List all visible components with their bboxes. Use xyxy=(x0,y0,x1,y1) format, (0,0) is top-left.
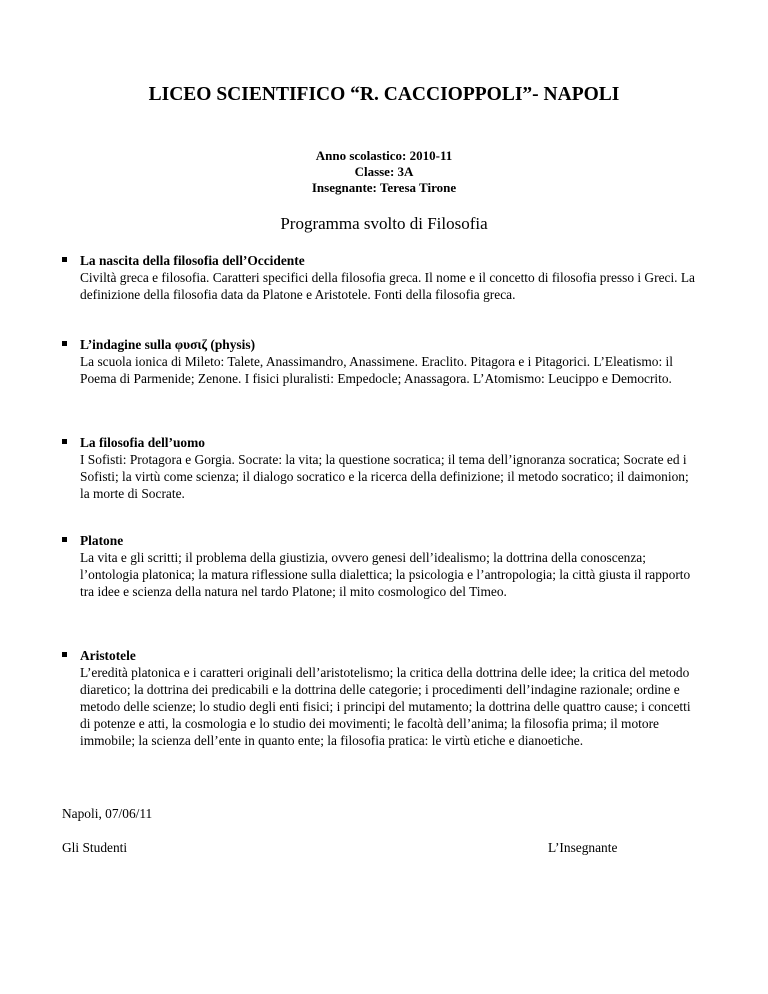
section-body: La scuola ionica di Mileto: Talete, Anassimandro, Anassimene. Eraclito. Pitagora e i Pitagorici. L’Eleatismo: il Poema di Parmenide; Zenone. I fisici pluralisti: Empedocle; Anassagora. L’Atomismo: Leucippo e Democrito. xyxy=(80,354,673,386)
section-title: La nascita della filosofia dell’Occidente xyxy=(80,253,305,268)
section-filosofia-uomo xyxy=(80,434,700,502)
bullet-icon xyxy=(62,439,67,444)
section-body: L’eredità platonica e i caratteri originali dell’aristotelismo; la critica della dottrina delle idee; la critica del metodo diaretico; la dottrina dei predicabili e la dottrina delle categorie; i procedimenti dell’indagine razionale; ordine e metodo delle scienze; lo studio degli enti fisici; i principi del mutamento; la dottrina delle quattro cause; i concetti di potenze e atti, la cosmologia e lo studio dei movimenti; le facoltà dell’anima; la filosofia prima; il motore immobile; la scienza dell’ente in quanto ente; la filosofia pratica: le virtù etiche e dianoetiche. xyxy=(80,665,691,748)
place-date: Napoli, 07/06/11 xyxy=(62,806,153,821)
bullet-icon xyxy=(62,257,67,262)
section-platone xyxy=(80,532,700,600)
section-body: I Sofisti: Protagora e Gorgia. Socrate: la vita; la questione socratica; il tema dell’ignoranza socratica; Socrate ed i Sofisti; la virtù come scienza; il dialogo socratico e la ricerca della definizione; il metodo socratico; il daimonion; la morte di Socrate. xyxy=(80,452,689,501)
section-body: La vita e gli scritti; il problema della giustizia, ovvero genesi dell’idealismo; la dottrina della conoscenza; l’ontologia platonica; la matura riflessione sulla dialettica; la psicologia e l’antropologia; la città giusta il rapporto tra idee e scienza della natura nel tardo Platone; il mito cosmologico del Timeo. xyxy=(80,550,691,599)
section-title: La filosofia dell’uomo xyxy=(80,435,205,450)
teacher-signature: L’Insegnante xyxy=(548,840,618,855)
class-label: Classe: 3A xyxy=(354,164,414,179)
section-title: Platone xyxy=(80,533,124,548)
school-title: LICEO SCIENTIFICO “R. CACCIOPPOLI”- NAPOLI xyxy=(148,84,620,105)
section-nascita-filosofia xyxy=(80,252,700,303)
program-title: Programma svolto di Filosofia xyxy=(280,214,488,233)
students-signature: Gli Studenti xyxy=(62,840,128,855)
section-title: L’indagine sulla φυσιζ (physis) xyxy=(80,337,256,352)
school-year: Anno scolastico: 2010-11 xyxy=(315,148,453,163)
teacher-label: Insegnante: Teresa Tirone xyxy=(311,180,457,195)
section-title: Aristotele xyxy=(80,648,136,663)
section-body: Civiltà greca e filosofia. Caratteri specifici della filosofia greca. Il nome e il concetto di filosofia presso i Greci. La definizione della filosofia data da Platone e Aristotele. Fonti della filosofia greca. xyxy=(80,270,695,302)
bullet-icon xyxy=(62,341,67,346)
section-aristotele xyxy=(80,647,700,749)
section-physis xyxy=(80,336,700,387)
bullet-icon xyxy=(62,652,67,657)
bullet-icon xyxy=(62,537,67,542)
course-info xyxy=(0,148,768,196)
